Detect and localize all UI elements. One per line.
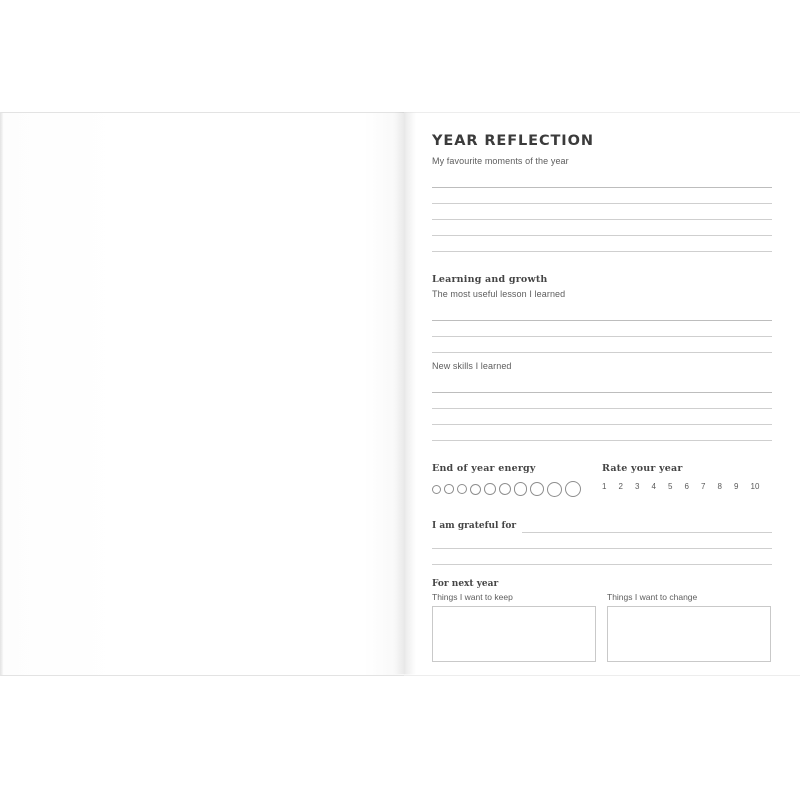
energy-dot[interactable] bbox=[470, 484, 481, 495]
energy-dot-scale[interactable] bbox=[432, 481, 602, 497]
next-year-heading: For next year bbox=[432, 579, 499, 589]
energy-group bbox=[432, 463, 602, 497]
keep-column bbox=[432, 592, 596, 662]
write-line[interactable] bbox=[432, 321, 772, 337]
write-line[interactable] bbox=[432, 425, 772, 441]
section-learning-and-growth bbox=[432, 274, 772, 441]
useful-lesson-lines[interactable] bbox=[432, 305, 772, 353]
spacer bbox=[432, 497, 772, 519]
change-label: Things I want to change bbox=[607, 592, 698, 602]
keep-label: Things I want to keep bbox=[432, 592, 513, 602]
rating-heading: Rate your year bbox=[602, 463, 683, 474]
write-line[interactable] bbox=[432, 172, 772, 188]
rating-number[interactable]: 9 bbox=[734, 482, 739, 491]
write-line[interactable] bbox=[432, 409, 772, 425]
write-line[interactable] bbox=[432, 533, 772, 549]
change-column bbox=[607, 592, 771, 662]
page-edge bbox=[1, 113, 4, 675]
energy-dot[interactable] bbox=[499, 483, 511, 495]
section-energy-and-rating bbox=[432, 463, 772, 497]
section-favourite-moments bbox=[432, 156, 772, 252]
right-page-year-reflection bbox=[404, 112, 800, 676]
rating-number[interactable]: 7 bbox=[701, 482, 706, 491]
rating-scale[interactable] bbox=[602, 482, 772, 491]
write-line[interactable] bbox=[432, 393, 772, 409]
energy-dot[interactable] bbox=[514, 482, 527, 495]
grateful-label: I am grateful for bbox=[432, 521, 517, 531]
write-line[interactable] bbox=[432, 204, 772, 220]
rating-number[interactable]: 2 bbox=[618, 482, 623, 491]
write-line[interactable] bbox=[432, 220, 772, 236]
section-for-next-year bbox=[432, 579, 772, 662]
write-line[interactable] bbox=[432, 236, 772, 252]
rating-number[interactable]: 6 bbox=[684, 482, 689, 491]
energy-dot[interactable] bbox=[484, 483, 496, 495]
energy-dot[interactable] bbox=[530, 482, 544, 496]
spacer bbox=[432, 441, 772, 463]
new-skills-prompt: New skills I learned bbox=[432, 361, 512, 371]
spacer bbox=[432, 353, 772, 361]
write-line[interactable] bbox=[432, 377, 772, 393]
grateful-lines[interactable] bbox=[432, 533, 772, 565]
rating-number[interactable]: 4 bbox=[651, 482, 656, 491]
page-content bbox=[432, 133, 772, 662]
keep-box[interactable] bbox=[432, 606, 596, 662]
left-page-blank bbox=[0, 112, 405, 676]
energy-dot[interactable] bbox=[547, 482, 562, 497]
energy-dot[interactable] bbox=[565, 481, 581, 497]
rating-number[interactable]: 10 bbox=[750, 482, 760, 491]
rating-number[interactable]: 5 bbox=[668, 482, 673, 491]
favourite-moments-lines[interactable] bbox=[432, 172, 772, 252]
learning-and-growth-heading: Learning and growth bbox=[432, 274, 548, 285]
write-line[interactable] bbox=[432, 305, 772, 321]
grateful-row bbox=[432, 519, 772, 533]
spacer bbox=[432, 252, 772, 274]
next-year-boxes bbox=[432, 592, 772, 662]
rating-number[interactable]: 1 bbox=[602, 482, 607, 491]
rating-number[interactable]: 3 bbox=[635, 482, 640, 491]
energy-dot[interactable] bbox=[432, 485, 441, 494]
useful-lesson-prompt: The most useful lesson I learned bbox=[432, 289, 566, 299]
write-line[interactable] bbox=[432, 549, 772, 565]
write-line[interactable] bbox=[432, 337, 772, 353]
energy-heading: End of year energy bbox=[432, 463, 536, 474]
rating-number[interactable]: 8 bbox=[717, 482, 722, 491]
page-title: YEAR REFLECTION bbox=[432, 133, 594, 149]
write-line[interactable] bbox=[432, 188, 772, 204]
energy-dot[interactable] bbox=[444, 484, 454, 494]
notebook-spread bbox=[0, 112, 800, 674]
change-box[interactable] bbox=[607, 606, 771, 662]
rating-group bbox=[602, 463, 772, 491]
write-line[interactable] bbox=[522, 519, 772, 533]
spacer bbox=[432, 565, 772, 579]
favourite-moments-prompt: My favourite moments of the year bbox=[432, 156, 569, 166]
section-grateful bbox=[432, 519, 772, 565]
energy-dot[interactable] bbox=[457, 484, 467, 494]
new-skills-lines[interactable] bbox=[432, 377, 772, 441]
